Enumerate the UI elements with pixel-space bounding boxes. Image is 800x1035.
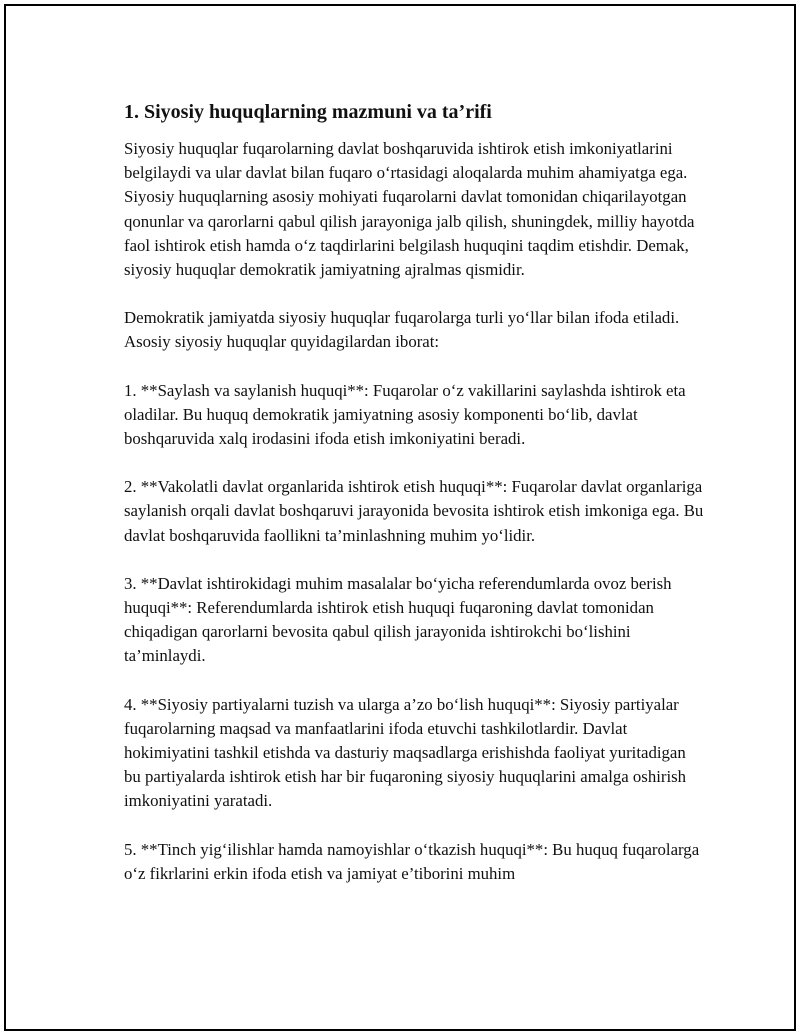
section-title: 1. Siyosiy huquqlarning mazmuni va ta’rifi bbox=[124, 101, 492, 123]
document-body bbox=[124, 98, 704, 910]
list-item-right-4: 4. **Siyosiy partiyalarni tuzish va ularga a’zo bo‘lish huquqi**: Siyosiy partiyalar fuqarolarning maqsad va manfaatlarini ifoda etuvchi tashkilotlardir. Davlat hokimiyatini tashkil etishda va dasturiy maqsadlarga erishishda faoliyat yuritadigan bu partiyalarda ishtirok etish har bir fuqaroning siyosiy huquqlarini amalga oshirish imkoniyatini yaratadi. bbox=[124, 694, 687, 811]
list-item-right-2: 2. **Vakolatli davlat organlarida ishtirok etish huquqi**: Fuqarolar davlat organlariga saylanish orqali davlat boshqaruvi jarayonida bevosita ishtirok etish imkoniga ega. Bu davlat boshqaruvida faollikni ta’minlashning muhim yo‘lidir. bbox=[124, 477, 704, 545]
list-item-right-1: 1. **Saylash va saylanish huquqi**: Fuqarolar o‘z vakillarini saylashda ishtirok eta oladilar. Bu huquq demokratik jamiyatning asosiy komponenti bo‘lib, davlat boshqaruvida xalq irodasini ifoda etish imkoniyatini beradi. bbox=[124, 380, 686, 449]
list-item-right-5: 5. **Tinch yig‘ilishlar hamda namoyishlar o‘tkazish huquqi**: Bu huquq fuqarolarga o‘z fikrlarini erkin ifoda etish va jamiyat e’tiborini muhim bbox=[124, 839, 700, 883]
paragraph-overview: Demokratik jamiyatda siyosiy huquqlar fuqarolarga turli yo‘llar bilan ifoda etiladi. Asosiy siyosiy huquqlar quyidagilardan iborat: bbox=[124, 308, 680, 352]
page-frame bbox=[4, 4, 796, 1031]
paragraph-intro: Siyosiy huquqlar fuqarolarning davlat boshqaruvida ishtirok etish imkoniyatlarini belgilaydi va ular davlat bilan fuqaro o‘rtasidagi aloqalarda muhim ahamiyatga ega. Siyosiy huquqlarning asosiy mohiyati fuqarolarni davlat tomonidan chiqarilayotgan qonunlar va qarorlarni qabul qilish jarayoniga jalb qilish, shuningdek, milliy hayotda faol ishtirok etish hamda o‘z taqdirlarini belgilash huquqini taqdim etishdir. Demak, siyosiy huquqlar demokratik jamiyatning ajralmas qismidir. bbox=[124, 139, 695, 280]
list-item-right-3: 3. **Davlat ishtirokidagi muhim masalalar bo‘yicha referendumlarda ovoz berish huquqi**: Referendumlarda ishtirok etish huquqi fuqaroning davlat tomonidan chiqadigan qarorlarni bevosita qabul qilish jarayonida ishtirokchi bo‘lishini ta’minlaydi. bbox=[124, 573, 672, 666]
